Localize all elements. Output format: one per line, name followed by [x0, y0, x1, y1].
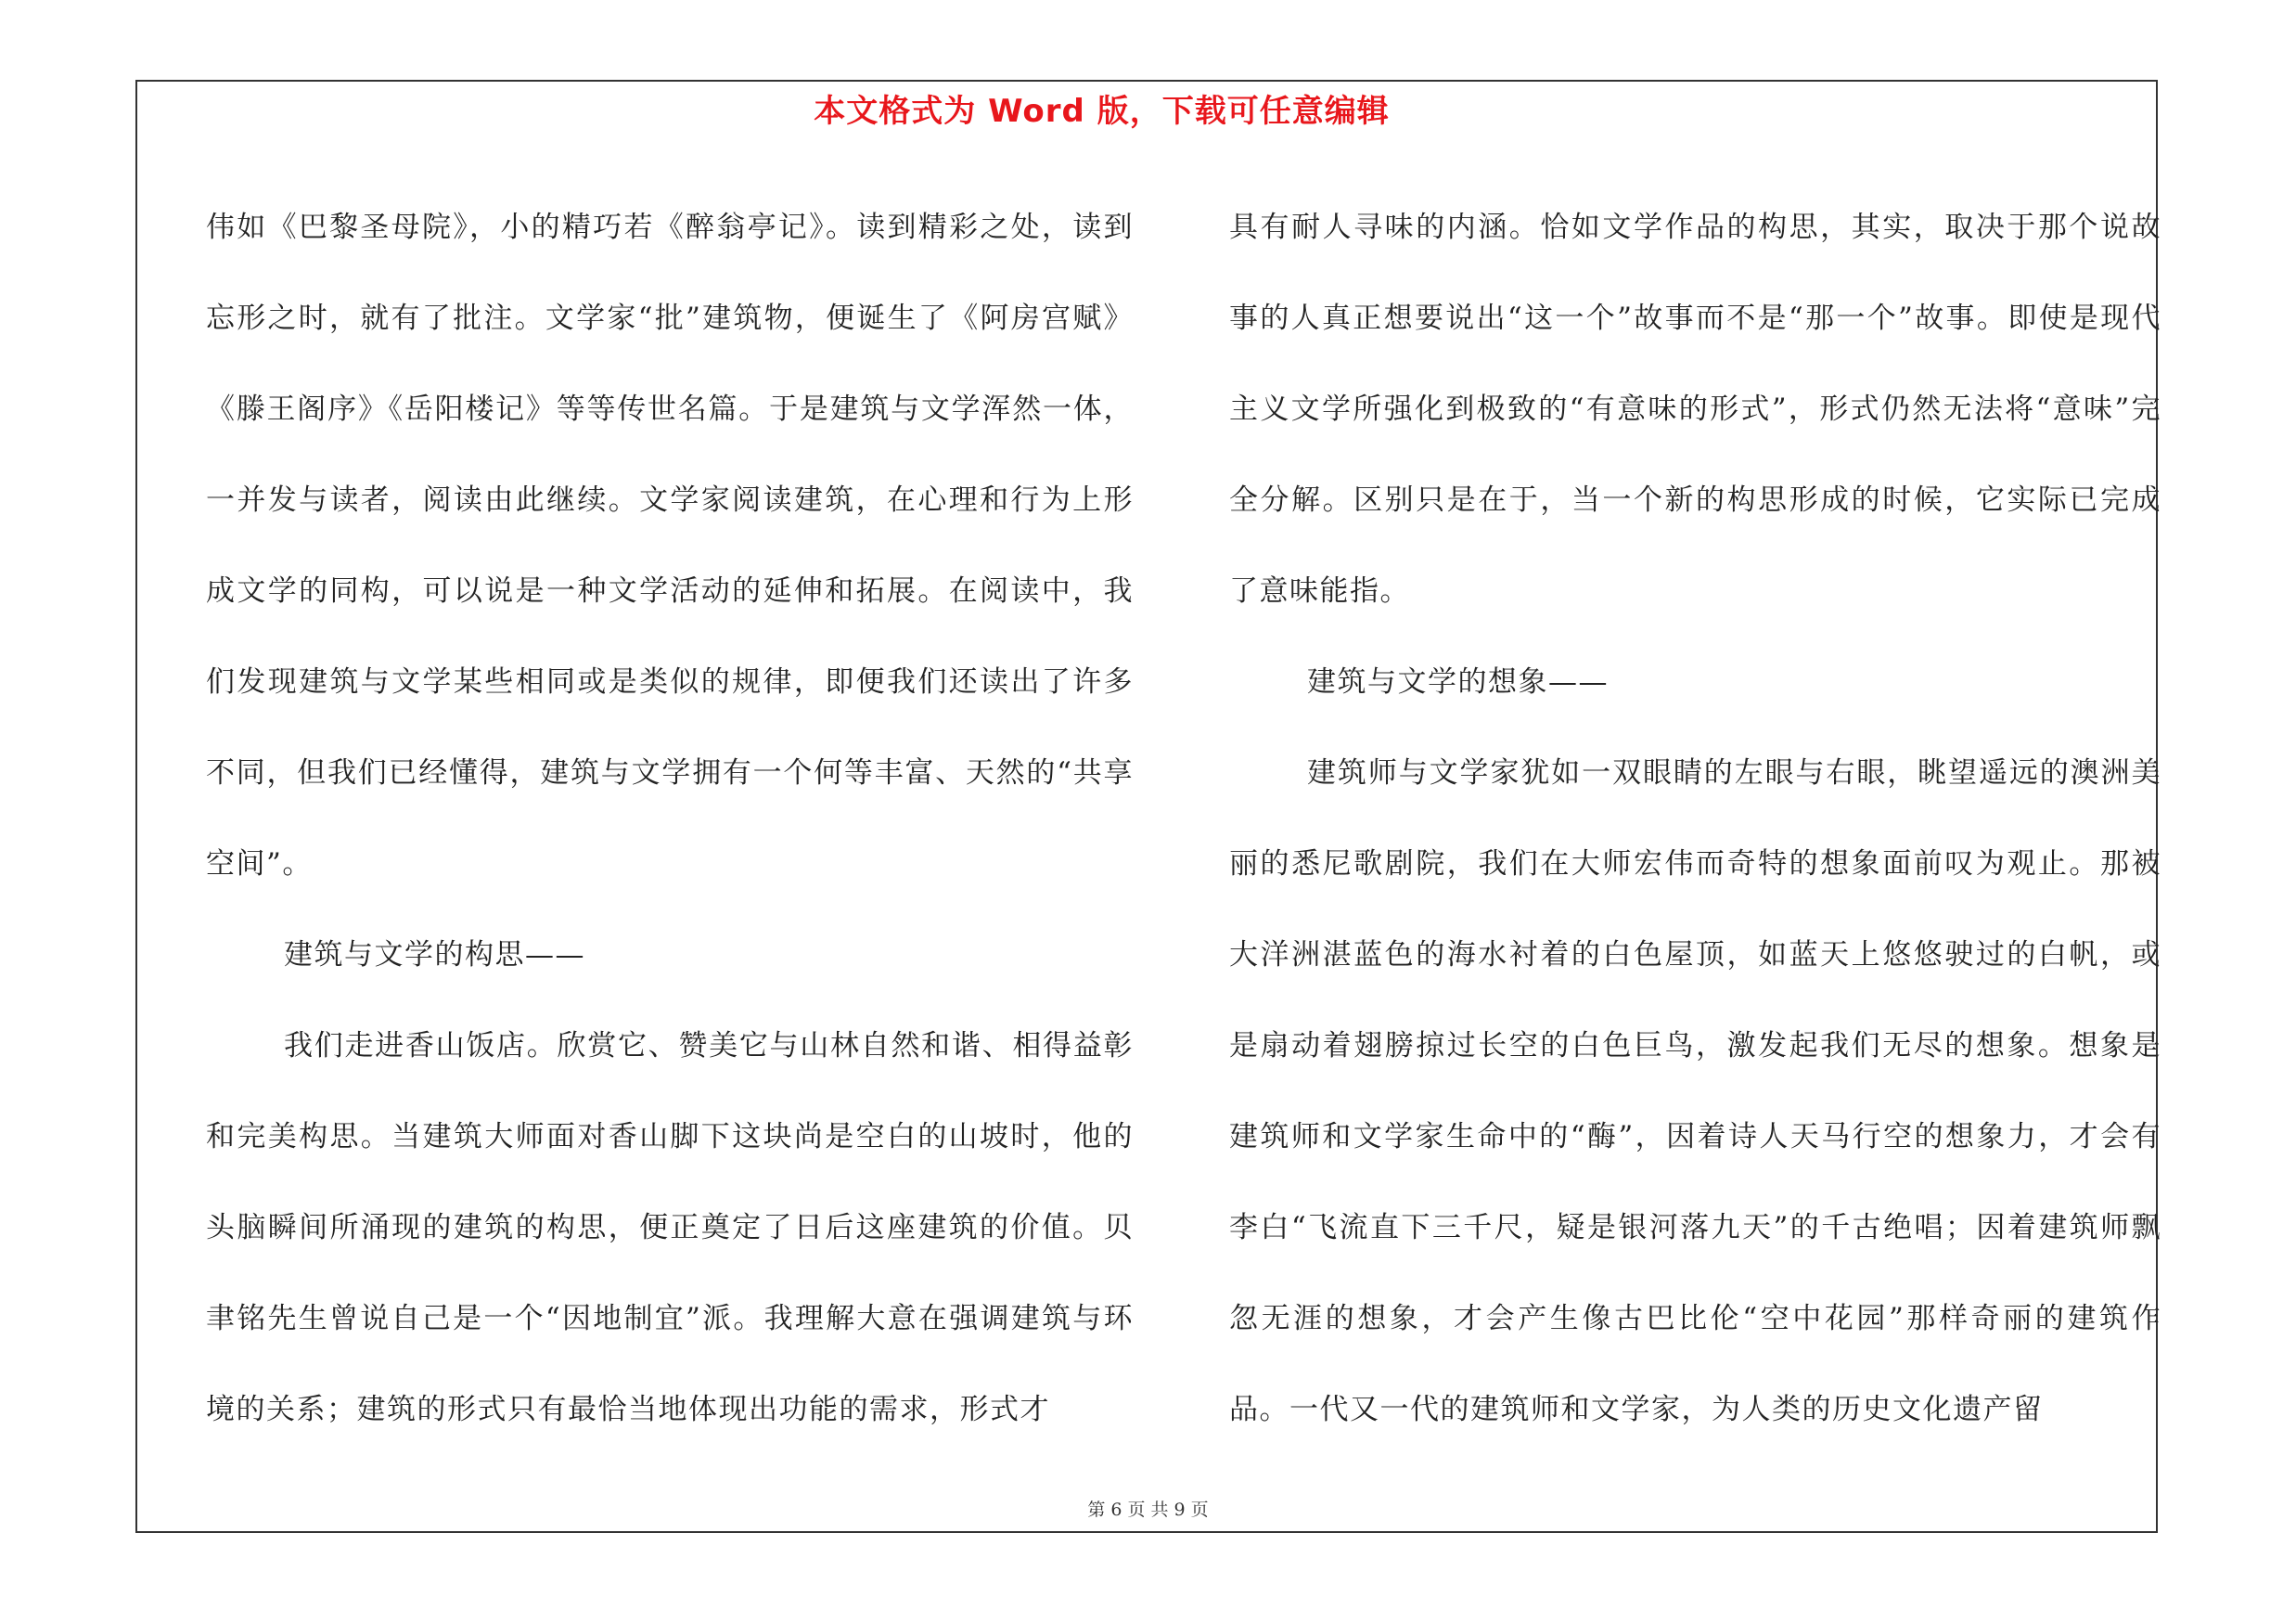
right-text-column	[1229, 182, 2161, 1455]
section-heading-imagination: 建筑与文学的想象——	[1307, 665, 1609, 699]
paragraph-continuation: 伟如《巴黎圣母院》，小的精巧若《醉翁亭记》。读到精彩之处，读到忘形之时，就有了批注。文学家“批”建筑物，便诞生了《阿房宫赋》《滕王阁序》《岳阳楼记》等等传世名篇。于是建筑与文学浑然一体，一并发与读者，阅读由此继续。文学家阅读建筑，在心理和行为上形成文学的同构，可以说是一种文学活动的延伸和拓展。在阅读中，我们发现建筑与文学某些相同或是类似的规律，即便我们还读出了许多不同，但我们已经懂得，建筑与文学拥有一个何等丰富、天然的“共享空间”。	[206, 211, 1134, 881]
section-heading-conception: 建筑与文学的构思——	[284, 938, 585, 972]
paragraph-xiangshan-hotel: 我们走进香山饭店。欣赏它、赞美它与山林自然和谐、相得益彰和完美构思。当建筑大师面对香山脚下这块尚是空白的山坡时，他的头脑瞬间所涌现的建筑的构思，便正奠定了日后这座建筑的价值。贝聿铭先生曾说自己是一个“因地制宜”派。我理解大意在强调建筑与环境的关系；建筑的形式只有最恰当地体现出功能的需求，形式才	[206, 1029, 1134, 1426]
page-number-footer: 第 6 页 共 9 页	[1087, 1500, 1209, 1520]
paragraph-conception-continued: 具有耐人寻味的内涵。恰如文学作品的构思，其实，取决于那个说故事的人真正想要说出“这一个”故事而不是“那一个”故事。即使是现代主义文学所强化到极致的“有意味的形式”，形式仍然无法将“意味”完全分解。区别只是在于，当一个新的构思形成的时候，它实际已完成了意味能指。	[1229, 211, 2161, 608]
paragraph-sydney-opera: 建筑师与文学家犹如一双眼睛的左眼与右眼，眺望遥远的澳洲美丽的悉尼歌剧院，我们在大师宏伟而奇特的想象面前叹为观止。那被大洋洲湛蓝色的海水衬着的白色屋顶，如蓝天上悠悠驶过的白帆，或是扇动着翅膀掠过长空的白色巨鸟，激发起我们无尽的想象。想象是建筑师和文学家生命中的“酶”，因着诗人天马行空的想象力，才会有李白“飞流直下三千尺，疑是银河落九天”的千古绝唱；因着建筑师飘忽无涯的想象，才会产生像古巴比伦“空中花园”那样奇丽的建筑作品。一代又一代的建筑师和文学家，为人类的历史文化遗产留	[1229, 756, 2161, 1426]
word-format-notice: 本文格式为 Word 版，下载可任意编辑	[814, 93, 1390, 130]
left-text-column	[206, 182, 1134, 1455]
